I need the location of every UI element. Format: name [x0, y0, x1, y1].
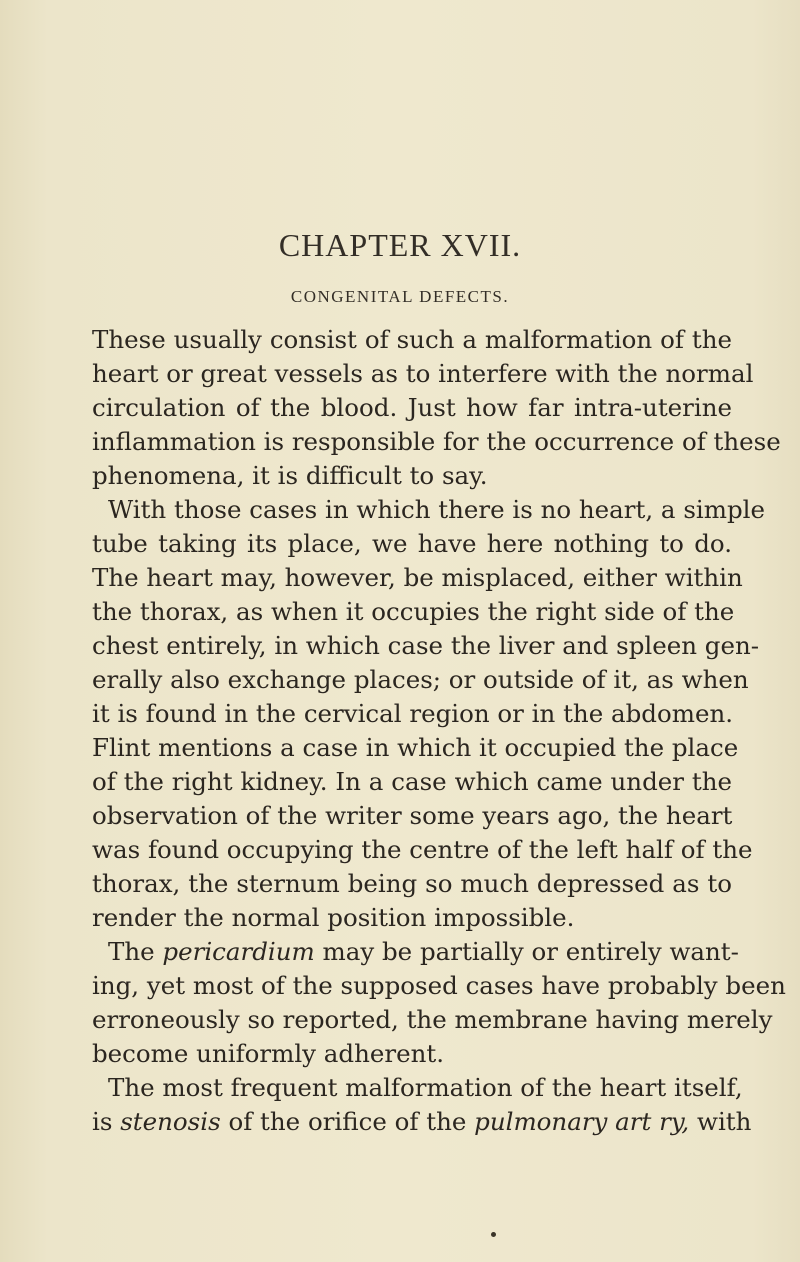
text-line: erally also exchange places; or outside of it, as when	[92, 665, 749, 694]
text-line: The heart may, however, be misplaced, either within	[92, 563, 743, 592]
text-line: phenomena, it is difficult to say.	[92, 461, 488, 490]
text-line: of the right kidney. In a case which came under the	[92, 767, 732, 796]
text-line	[108, 935, 739, 969]
printer-mark	[491, 1232, 496, 1237]
line-rest: may be partially or entirely want-	[322, 937, 739, 966]
chapter-heading: CHAPTER XVII.	[278, 227, 522, 263]
text-line: thorax, the sternum being so much depressed as to	[92, 869, 732, 898]
text-line	[92, 1105, 752, 1139]
text-line: erroneously so reported, the membrane having merely	[92, 1005, 773, 1034]
line-lead: The	[108, 937, 155, 966]
italic-term: pericardium	[162, 937, 315, 966]
section-heading: CONGENITAL DEFECTS.	[290, 287, 510, 306]
text-line: The most frequent malformation of the heart itself,	[108, 1073, 743, 1102]
text-line: tube taking its place, we have here nothing to do.	[92, 529, 732, 558]
line-lead: is	[92, 1107, 113, 1136]
text-line: it is found in the cervical region or in the abdomen.	[92, 699, 734, 728]
text-line: With those cases in which there is no heart, a simple	[108, 495, 765, 524]
text-line: ing, yet most of the supposed cases have probably been	[92, 971, 786, 1000]
text-line: circulation of the blood. Just how far intra-uterine	[92, 393, 732, 422]
text-line: observation of the writer some years ago, the heart	[92, 801, 733, 830]
text-line: render the normal position impossible.	[92, 903, 575, 932]
italic-term: pulmonary art ry,	[474, 1107, 690, 1136]
italic-term: stenosis	[120, 1107, 221, 1136]
text-line: These usually consist of such a malformation of the	[92, 325, 732, 354]
text-line: chest entirely, in which case the liver and spleen gen-	[92, 631, 760, 660]
text-line: Flint mentions a case in which it occupied the place	[92, 733, 739, 762]
text-line: inflammation is responsible for the occurrence of these	[92, 427, 781, 456]
line-end: with	[697, 1107, 752, 1136]
text-line: become uniformly adherent.	[92, 1039, 444, 1068]
text-line: heart or great vessels as to interfere with the normal	[92, 359, 754, 388]
line-mid: of the orifice of the	[228, 1107, 467, 1136]
text-line: was found occupying the centre of the left half of the	[92, 835, 753, 864]
text-line: the thorax, as when it occupies the right side of the	[92, 597, 735, 626]
